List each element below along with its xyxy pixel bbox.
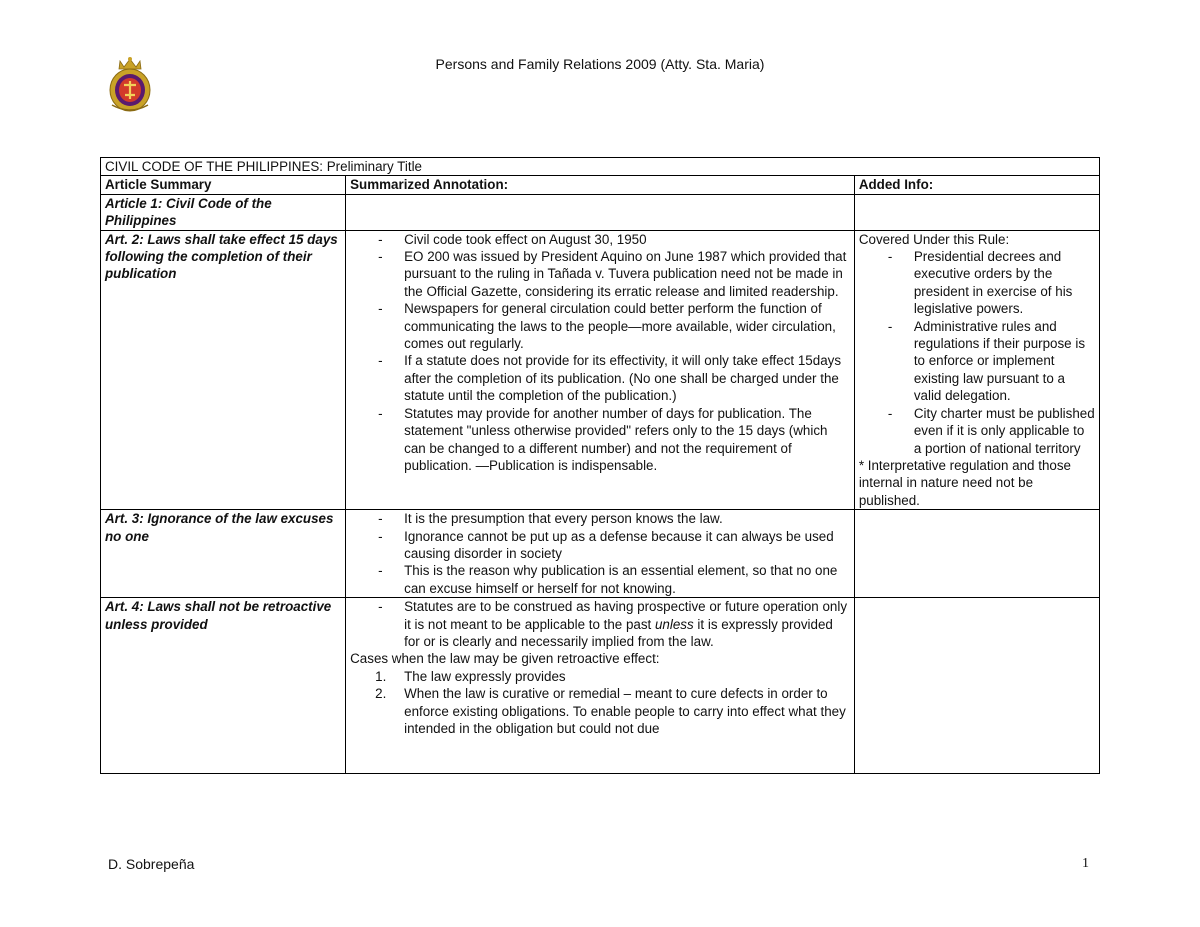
list-item: - Newspapers for general circulation could better perform the function of communicating the laws to the people—more available, wider circulation, comes out regularly.: [378, 301, 836, 352]
list-item: 2. When the law is curative or remedial – meant to cure defects in order to enforce existing obligations. To enable people to carry into effect what they intended in the obligation but could not due: [375, 686, 846, 736]
footer-author: D. Sobrepeña: [108, 856, 195, 872]
list-item: - Administrative rules and regulations if their purpose is to enforce or implement existing law pursuant to a valid delegation.: [887, 318, 1086, 404]
column-header-annotation: Summarized Annotation:: [346, 176, 855, 194]
added-info-note: * Interpretative regulation and those internal in nature need not be published.: [858, 457, 1071, 508]
annotation-cell: [346, 598, 855, 774]
table-header-row: [101, 176, 1100, 194]
emphasis-text: unless: [654, 616, 694, 632]
list-item: - EO 200 was issued by President Aquino on June 1987 which provided that pursuant to the ruling in Tañada v. Tuvera publication need not be made in the Official Gazette, considering its erratic release and limited readership.: [378, 249, 847, 299]
page-header-title: Persons and Family Relations 2009 (Atty. Sta. Maria): [435, 56, 765, 72]
list-item: - If a statute does not provide for its effectivity, it will only take effect 15days after the completion of its publication. (No one shall be charged under the statute until the completion of the publication.): [378, 353, 842, 404]
table-row: [101, 510, 1100, 598]
column-header-added-info: Added Info:: [854, 176, 1099, 194]
list-item: - City charter must be published even if it is only applicable to a portion of national territory: [887, 405, 1095, 456]
article-cell: Article 1: Civil Code of the Philippines: [101, 194, 346, 230]
civil-code-table: [100, 157, 1100, 774]
table-row: [101, 598, 1100, 774]
annotation-cell: [346, 230, 855, 510]
article-cell: Art. 2: Laws shall take effect 15 days following the completion of their publication: [101, 230, 346, 510]
list-item: - Statutes are to be construed as having prospective or future operation only it is not meant to be applicable to the past unless it is expressly provided for or is clearly and necessarily implied from the law.: [378, 599, 848, 649]
annotation-cell: [346, 194, 855, 230]
list-item: - Presidential decrees and executive orders by the president in exercise of his legislative powers.: [887, 249, 1073, 317]
added-info-heading: Covered Under this Rule:: [858, 231, 1010, 247]
annotation-list: [350, 231, 850, 475]
table-row: [101, 194, 1100, 230]
list-item: - Ignorance cannot be put up as a defense because it can always be used causing disorder in society: [378, 528, 834, 561]
annotation-cell: [346, 510, 855, 598]
list-item: - This is the reason why publication is an essential element, so that no one can excuse himself or herself for not knowing.: [378, 563, 838, 596]
column-header-article: Article Summary: [101, 176, 346, 194]
list-item: - Statutes may provide for another number of days for publication. The statement "unless otherwise provided" refers only to the 15 days (which can be changed to a different number) and not the requirement of publication. —Publication is indispensable.: [378, 405, 828, 473]
cases-heading: Cases when the law may be given retroactive effect:: [350, 651, 660, 667]
article-cell: Art. 3: Ignorance of the law excuses no one: [101, 510, 346, 598]
annotation-list: [350, 510, 850, 597]
list-item: 1. The law expressly provides: [375, 668, 566, 684]
added-info-cell: [854, 194, 1099, 230]
list-item: - Civil code took effect on August 30, 1950: [378, 231, 647, 247]
added-info-cell: [854, 230, 1099, 510]
list-item: - It is the presumption that every person knows the law.: [378, 511, 723, 527]
table-row: [101, 230, 1100, 510]
page-number: 1: [1082, 856, 1089, 871]
added-info-cell: [854, 598, 1099, 774]
article-cell: Art. 4: Laws shall not be retroactive unless provided: [101, 598, 346, 774]
cases-list: [350, 668, 850, 738]
table-caption-row: [101, 158, 1100, 176]
table-caption: CIVIL CODE OF THE PHILIPPINES: Preliminary Title: [101, 158, 1100, 176]
added-info-list: [859, 248, 1095, 457]
annotation-list: [350, 598, 850, 650]
added-info-cell: [854, 510, 1099, 598]
